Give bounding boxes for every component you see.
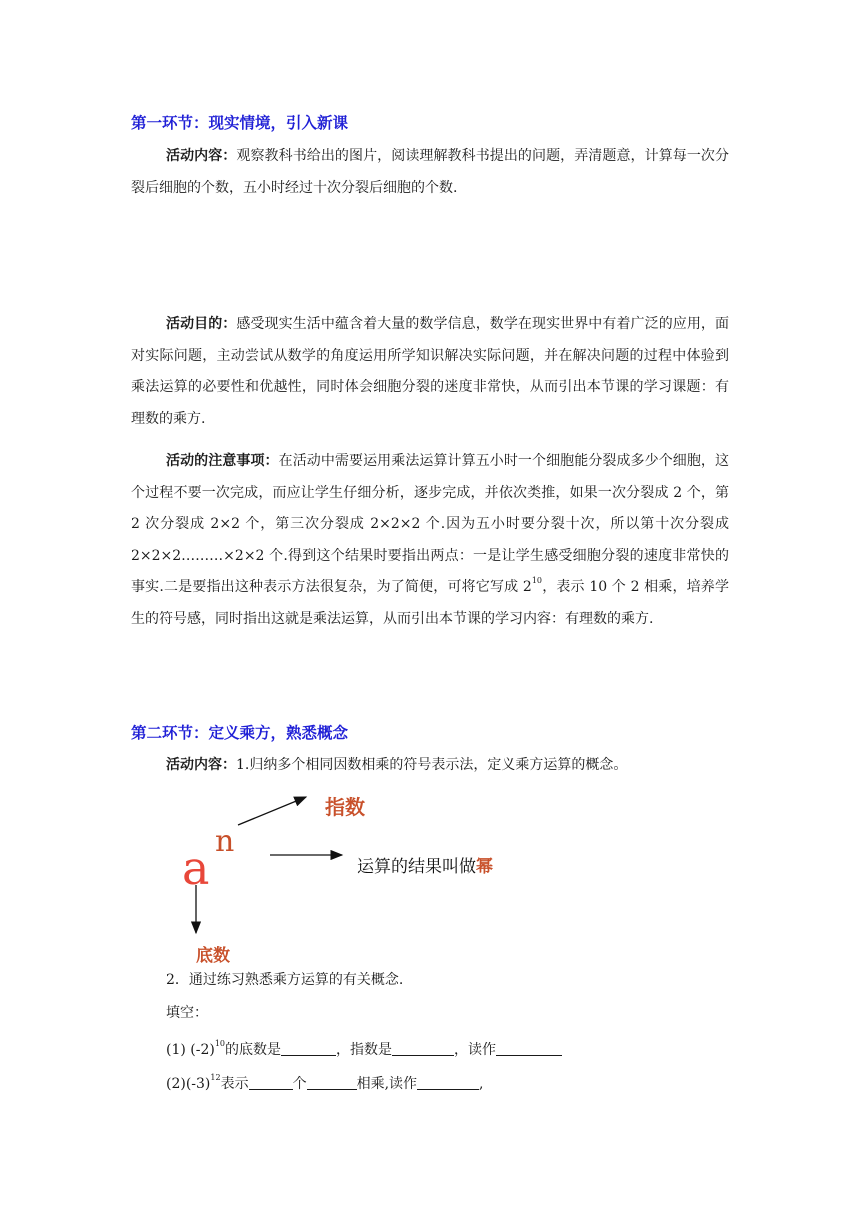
- result-label-prefix: 运算的结果叫做: [357, 857, 476, 877]
- question-1: [166, 1039, 562, 1059]
- q2-text1: 表示: [220, 1076, 249, 1092]
- result-label: [357, 857, 493, 877]
- q2-text2: 个: [292, 1076, 307, 1092]
- content-label: 活动内容：: [166, 148, 237, 164]
- q1-prefix: (1) (-2): [166, 1042, 215, 1058]
- notes-label: 活动的注意事项：: [166, 453, 279, 469]
- q1-blank-exponent[interactable]: [392, 1041, 454, 1056]
- content-text: 观察教科书给出的图片，阅读理解教科书提出的问题，弄清题意，计算每一次分裂后细胞的个数，五小时经过十次分裂后细胞的个数.: [131, 148, 730, 196]
- q1-blank-reading[interactable]: [496, 1041, 562, 1056]
- purpose-text: 感受现实生活中蕴含着大量的数学信息，数学在现实世界中有着广泛的应用，面对实际问题，主动尝试从数学的角度运用所学知识解决实际问题，并在解决问题的过程中体验到乘法运算的必要性和优越性，同时体会细胞分裂的迷度非常快，从而引出本节课的学习课题：有理数的乘方.: [131, 316, 730, 427]
- base-label: 底数: [196, 946, 230, 966]
- q2-blank-count[interactable]: [249, 1075, 293, 1090]
- item-2-text: 2．通过练习熟悉乘方运算的有关概念.: [166, 972, 404, 988]
- q2-exponent: 12: [210, 1073, 221, 1083]
- exponent-label: 指数: [325, 795, 365, 819]
- q2-text3: 相乘,读作: [356, 1076, 418, 1092]
- question-2: [166, 1073, 484, 1093]
- q2-prefix: (2)(-3): [166, 1076, 211, 1092]
- q1-blank-base[interactable]: [281, 1041, 336, 1056]
- exponent-letter-n: n: [215, 824, 235, 859]
- q2-blank-factor[interactable]: [307, 1075, 357, 1090]
- section1-heading: 第一环节：现实情境，引入新课: [131, 114, 349, 132]
- q1-exponent: 10: [214, 1039, 226, 1049]
- exponent-arrow: [238, 797, 306, 825]
- q1-text1: 的底数是: [225, 1042, 282, 1058]
- q1-text2: ，指数是: [336, 1042, 393, 1058]
- notes-exponent: 10: [531, 576, 543, 586]
- content-label-2: 活动内容：: [166, 757, 236, 773]
- purpose-label: 活动目的：: [166, 316, 237, 332]
- q2-end: ,: [479, 1076, 484, 1092]
- section2-heading: 第二环节：定义乘方，熟悉概念: [131, 724, 349, 742]
- notes-text-b: ，表示 10 个 2 相乘，培养学生的符号感，同时指出这就是乘法运算，从而引出本节课的学习内容：有理数的乘方.: [131, 579, 729, 627]
- notes-text-a: 在活动中需要运用乘法运算计算五小时一个细胞能分裂成多少个细胞，这个过程不要一次完成，而应让学生仔细分析，逐步完成，并依次类推，如果一次分裂成 2 个，第 2 次分裂成 2×2 个，第三次分裂成 2×2×2 个.因为五小时要分裂十次，所以第十次分裂成 2×2×2………×2×2 个.得到这个结果时要指出两点：一是让学生感受细胞分裂的速度非常快的事实.二是要指出这种表示方法很复杂，为了简便，可将它写成 2: [131, 453, 730, 595]
- content-text-2: 1.归纳多个相同因数相乘的符号表示法，定义乘方运算的概念。: [236, 757, 628, 773]
- base-letter-a: a: [182, 841, 210, 895]
- q1-text3: ，读作: [454, 1042, 497, 1058]
- fill-in-label: 填空：: [166, 1005, 208, 1021]
- power-term: 幂: [476, 857, 493, 877]
- q2-blank-reading[interactable]: [417, 1075, 479, 1090]
